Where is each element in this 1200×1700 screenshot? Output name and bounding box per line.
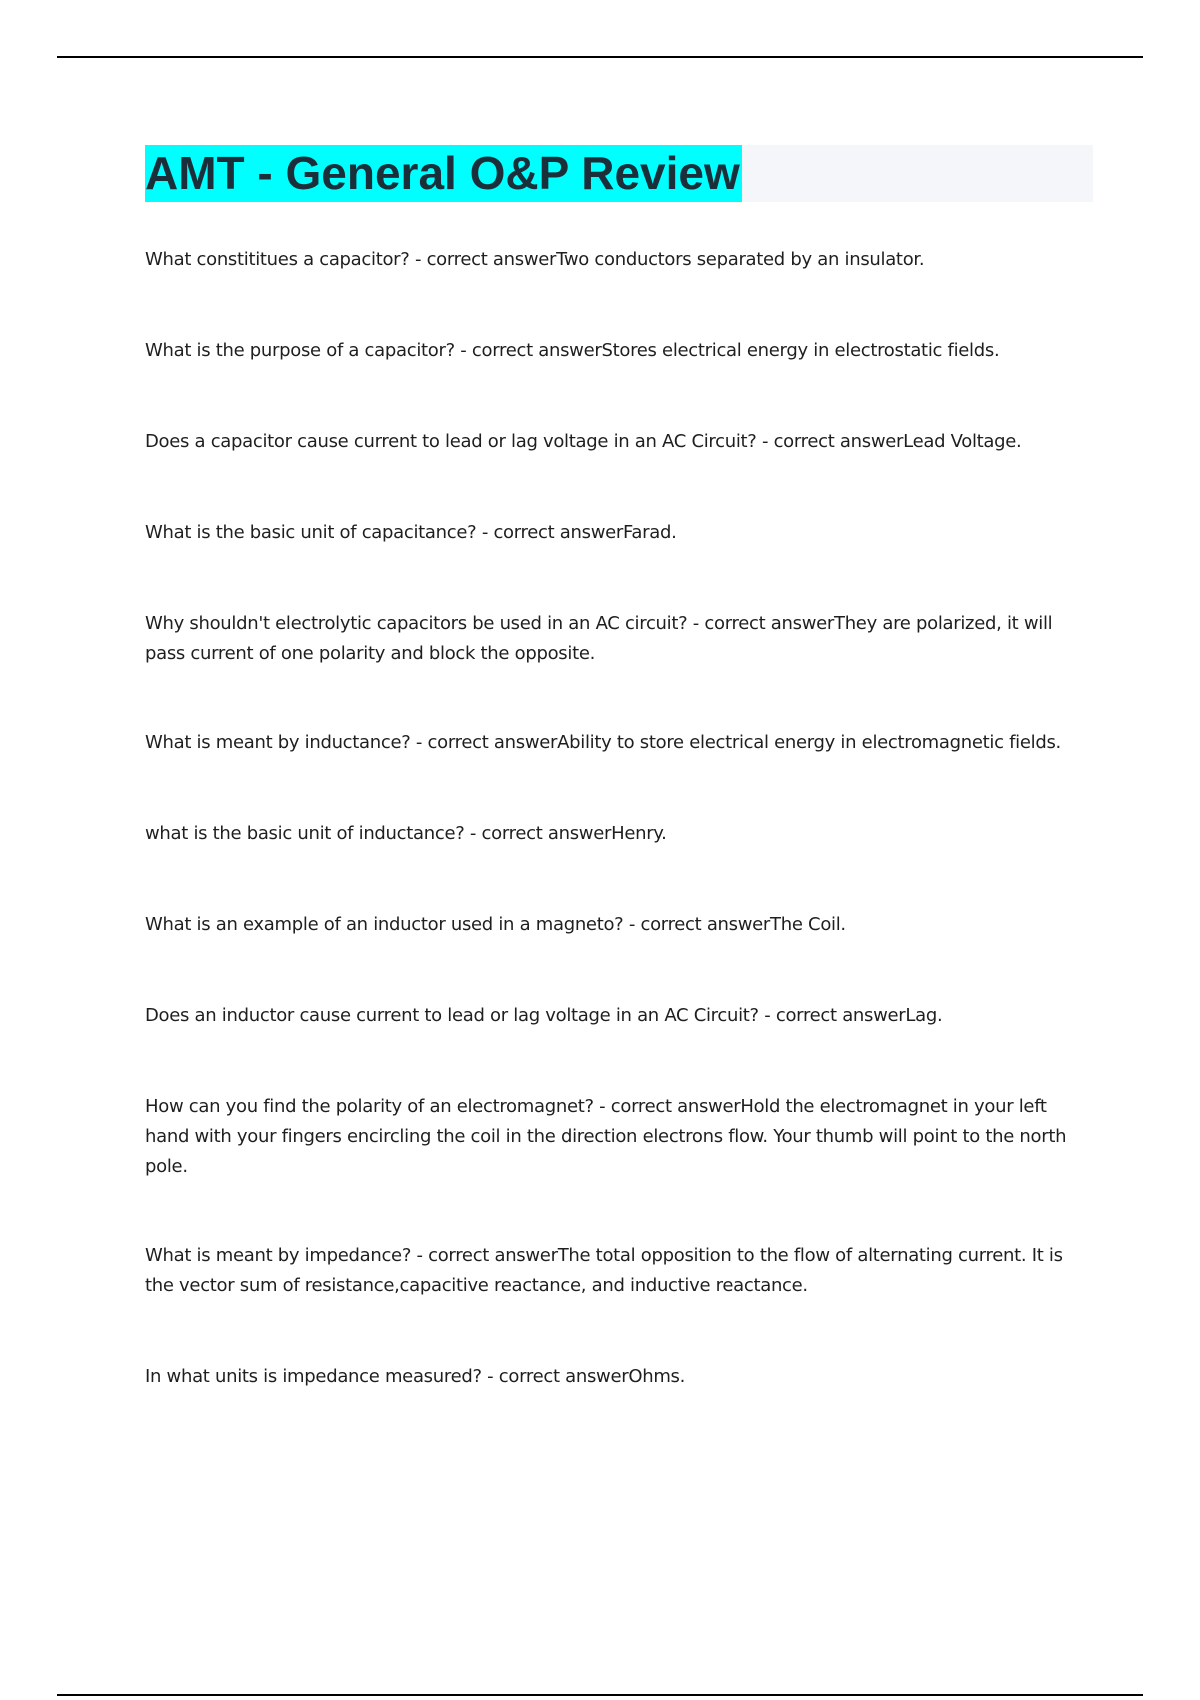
qa-item (145, 518, 1095, 548)
answer-separator: - correct answer (454, 340, 602, 361)
footer-rule (57, 1694, 1143, 1696)
qa-item (145, 609, 1095, 669)
page-title: AMT - General O&P Review (145, 145, 742, 202)
answer-separator: - correct answer (593, 1096, 741, 1117)
question-text: What is the purpose of a capacitor? (145, 340, 455, 361)
answer-text: Lag. (905, 1005, 943, 1026)
qa-item (145, 910, 1095, 940)
header-rule (57, 56, 1143, 58)
answer-text: Farad. (623, 522, 677, 543)
question-text: Does a capacitor cause current to lead or lag voltage in an AC Circuit? (145, 431, 757, 452)
qa-item (145, 819, 1095, 849)
answer-separator: - correct answer (410, 732, 558, 753)
question-text: What constititues a capacitor? (145, 249, 410, 270)
answer-separator: - correct answer (756, 431, 904, 452)
question-text: How can you find the polarity of an electromagnet? (145, 1096, 594, 1117)
qa-item (145, 1001, 1095, 1031)
answer-text: Hold the electromagnet in your left hand with your fingers encircling the coil in the direction electrons flow. Your thumb will point to the north pole. (145, 1096, 1067, 1177)
question-text: In what units is impedance measured? (145, 1366, 482, 1387)
answer-separator: - correct answer (464, 823, 612, 844)
question-text: what is the basic unit of inductance? (145, 823, 465, 844)
answer-separator: - correct answer (758, 1005, 906, 1026)
answer-text: Lead Voltage. (903, 431, 1022, 452)
qa-item (145, 427, 1095, 457)
answer-text: They are polarized, it will pass current of one polarity and block the opposite. (145, 613, 1053, 664)
qa-item (145, 1092, 1095, 1182)
question-text: Does an inductor cause current to lead or lag voltage in an AC Circuit? (145, 1005, 759, 1026)
qa-item (145, 336, 1095, 366)
question-text: What is meant by inductance? (145, 732, 411, 753)
answer-text: Ability to store electrical energy in electromagnetic fields. (557, 732, 1061, 753)
question-text: What is the basic unit of capacitance? (145, 522, 477, 543)
answer-separator: - correct answer (687, 613, 834, 634)
answer-separator: - correct answer (409, 249, 557, 270)
question-text: Why shouldn't electrolytic capacitors be used in an AC circuit? (145, 613, 688, 634)
answer-text: The total opposition to the flow of alternating current. It is the vector sum of resistance,capacitive reactance, and inductive reactance. (145, 1245, 1063, 1296)
answer-separator: - correct answer (481, 1366, 629, 1387)
qa-item (145, 245, 1095, 275)
qa-item (145, 728, 1095, 758)
question-text: What is meant by impedance? (145, 1245, 412, 1266)
qa-item (145, 1362, 1095, 1392)
answer-separator: - correct answer (411, 1245, 558, 1266)
answer-text: Stores electrical energy in electrostatic fields. (601, 340, 1000, 361)
answer-text: The Coil. (770, 914, 846, 935)
answer-separator: - correct answer (623, 914, 771, 935)
qa-item (145, 1241, 1095, 1301)
answer-separator: - correct answer (476, 522, 624, 543)
answer-text: Henry. (611, 823, 667, 844)
answer-text: Ohms. (628, 1366, 686, 1387)
question-text: What is an example of an inductor used in a magneto? (145, 914, 624, 935)
answer-text: Two conductors separated by an insulator. (556, 249, 925, 270)
